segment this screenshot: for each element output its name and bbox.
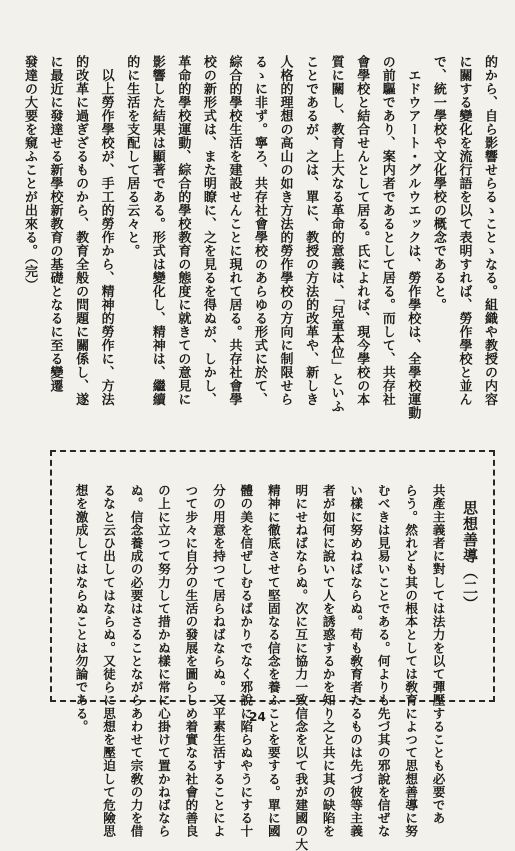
text-column: で、統一學校や文化學校の概念であると。 bbox=[430, 55, 446, 312]
text-column: るゝに非ず。寧ろ、共存社會學校のあらゆる形式に於て、 bbox=[252, 55, 267, 406]
box-text-column: 者が如何に說いて人を誘惑するかを知り之と共に其の缺陷を bbox=[320, 484, 336, 838]
box-text-column: い樣に努めねばならぬ。苟も敎育者たるものは先づ彼等主義 bbox=[348, 484, 364, 838]
text-column: 革命的學校運動、綜合的學校教育の態度に就きての意見に bbox=[175, 55, 191, 406]
text-column: の前驅であり、案内者であるとして居る。而して、共存社 bbox=[379, 55, 395, 406]
text-column: に關する變化を流行語を以て表明すれば、勞作學校と並ん bbox=[456, 55, 472, 406]
box-text-column: 分の用意を持つて居らねばならぬ。又平素生活することによ bbox=[210, 484, 226, 838]
text-column: 的から、自ら影響せらるゝことゝなる。組織や教授の内容 bbox=[482, 55, 497, 406]
text-column: 人格的理想の高山の如き方法的勞作學校の方向に制限せら bbox=[277, 55, 293, 406]
text-column: 綜合的學校生活を建設せんことに現れて居る。共存社會學 bbox=[226, 55, 242, 406]
text-column: エドウアート・グルウエックは、勞作學校は、全學校運動 bbox=[405, 55, 421, 420]
page-number: 24 bbox=[249, 710, 266, 724]
text-column: 以上勞作學校が、手工的勞作から、精神的勞作に、方法 bbox=[98, 55, 114, 406]
box-text-column: 共產主義者に對しては法力を以て彈壓することも必要であ bbox=[430, 484, 446, 825]
text-column: 影響した結果は顯著である。形式は變化し、精神は、繼續 bbox=[149, 55, 165, 406]
box-text-column: 想を激成してはならぬことは勿論である。 bbox=[73, 484, 89, 733]
box-text-column: ぬ。信念養成の必要はさることながらあわせて宗敎の力を借 bbox=[128, 484, 144, 838]
text-column: 會學校と結合せんとして居る。氏によれば、現今學校の本 bbox=[354, 55, 370, 406]
text-column: 質に關し、教育上大なる革命的意義は、「兒童本位」といふ bbox=[328, 55, 344, 413]
box-text-column: るなと云ひ出してはならぬ。又徒らに思想を壓迫して危險思 bbox=[101, 484, 117, 838]
text-column: 的改革に過ぎざるものから、教育全般の問題に關係し、遂 bbox=[73, 55, 89, 406]
box-text-column: むべきは見易いことである。何よりも先づ其の邪說を信ぜな bbox=[375, 484, 391, 838]
box-text-column: 體の美を信ぜしむるばかりでなく邪說に陷らぬやうにする十 bbox=[238, 484, 254, 838]
text-column: 發達の大要を窺ふことが出來る。（完） bbox=[22, 55, 37, 292]
box-text-column: 明にせねばならぬ。次に互に協力一致信念を以て我が建國の大 bbox=[293, 484, 309, 851]
text-column: 校の新形式は、また明瞭に、之を見るを得ぬが、しかし、 bbox=[200, 55, 216, 406]
text-column: に最近に發達せる新學校新教育の基礎となるに至る變遷 bbox=[47, 55, 63, 393]
box-text-column: つて步々に自分の生活の發展を圖らしめ着實なる社會的善良 bbox=[183, 484, 199, 838]
box-title: 思想善導（二） bbox=[461, 500, 479, 612]
text-column: 的に生活を支配して居る云々と。 bbox=[124, 55, 140, 258]
text-column: ことであるが、之は、單に、教授の方法的改革や、新しき bbox=[303, 55, 319, 406]
box-text-column: らう。然れども其の根本としては敎育によつて思想善導に努 bbox=[403, 484, 419, 838]
box-text-column: 精神に徹底させて堅固なる信念を養ふことを要する。單に國 bbox=[265, 484, 281, 838]
box-text-column: の上に立つて努力して措かぬ樣に常に心掛けて置かねばなら bbox=[155, 484, 171, 838]
